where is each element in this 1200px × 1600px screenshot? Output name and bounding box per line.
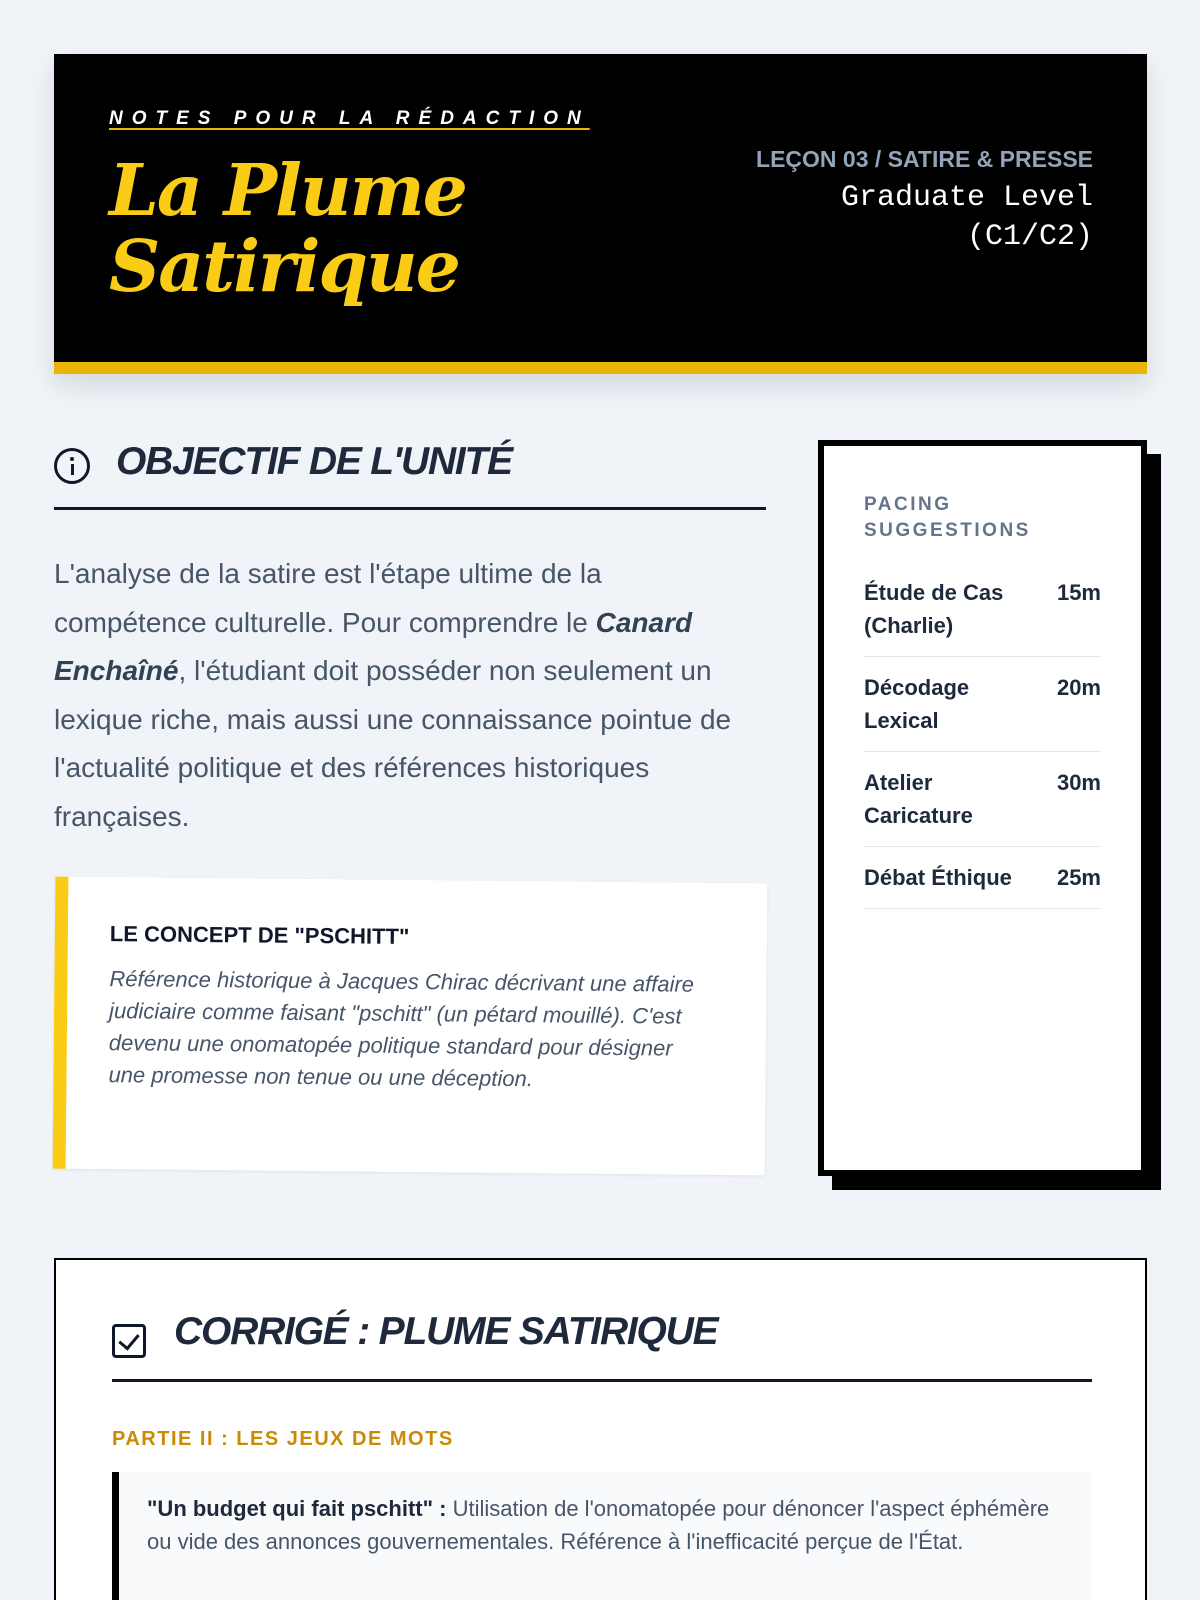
- concept-title: LE CONCEPT DE "PSCHITT": [109, 921, 410, 949]
- part-label: PARTIE II : LES JEUX DE MOTS: [112, 1428, 454, 1450]
- objective-title: OBJECTIF DE L'UNITÉ: [116, 440, 512, 483]
- pacing-row: [864, 847, 1101, 909]
- pacing-row: [864, 752, 1101, 847]
- lesson-label: LEÇON 03 / SATIRE & PRESSE: [756, 146, 1093, 172]
- objective-paragraph: [54, 550, 754, 841]
- pacing-activity: Débat Éthique: [864, 865, 1012, 890]
- page-header: [54, 54, 1147, 374]
- answer-key-heading: [112, 1310, 1092, 1382]
- pacing-duration: 15m: [1056, 580, 1101, 605]
- pacing-duration: 25m: [1056, 865, 1101, 890]
- pacing-row: [864, 657, 1101, 752]
- concept-text: Référence historique à Jacques Chirac décrivant une affaire judiciaire comme faisant "pschitt" (un pétard mouillé). C'est devenu une onomatopée politique standard pour désigner une promesse non tenue ou une déception.: [108, 966, 695, 1092]
- answer-key-section: [54, 1258, 1147, 1600]
- pacing-row: [864, 562, 1101, 657]
- answer-block: [112, 1472, 1092, 1600]
- publication-name: Canard Enchaîné: [54, 606, 693, 686]
- pacing-duration: 30m: [1056, 770, 1101, 795]
- pacing-activity: Décodage Lexical: [864, 675, 970, 733]
- objective-text-end: , l'étudiant doit posséder non seulement un lexique riche, mais aussi une connaissance pointue de l'actualité politique et des références historiques françaises.: [54, 655, 732, 832]
- lesson-info: [756, 146, 1093, 257]
- pacing-activity: Atelier Caricature: [864, 770, 973, 828]
- pacing-duration: 20m: [1056, 675, 1101, 700]
- answer-key-title: CORRIGÉ : PLUME SATIRIQUE: [174, 1310, 718, 1353]
- pacing-card: [818, 440, 1147, 1176]
- level-label: Graduate Level (C1/C2): [840, 181, 1093, 254]
- answer-term: "Un budget qui fait pschitt" :: [147, 1496, 447, 1521]
- pacing-label: PACING SUGGESTIONS: [864, 494, 1031, 541]
- objective-text-start: L'analyse de la satire est l'étape ultime de la compétence culturelle. Pour comprendre le: [54, 558, 602, 638]
- pacing-activity: Étude de Cas (Charlie): [864, 580, 1004, 638]
- checkbox-icon: [112, 1324, 146, 1358]
- header-eyebrow: NOTES POUR LA RÉDACTION: [109, 108, 590, 129]
- page-title: La Plume Satirique: [109, 148, 466, 308]
- answer-explanation: Utilisation de l'onomatopée pour dénoncer l'aspect éphémère ou vide des annonces gouvernementales. Référence à l'inefficacité perçue de l'État.: [147, 1496, 1050, 1554]
- info-icon: [54, 448, 90, 484]
- objective-heading: [54, 440, 766, 510]
- concept-card: [53, 877, 768, 1176]
